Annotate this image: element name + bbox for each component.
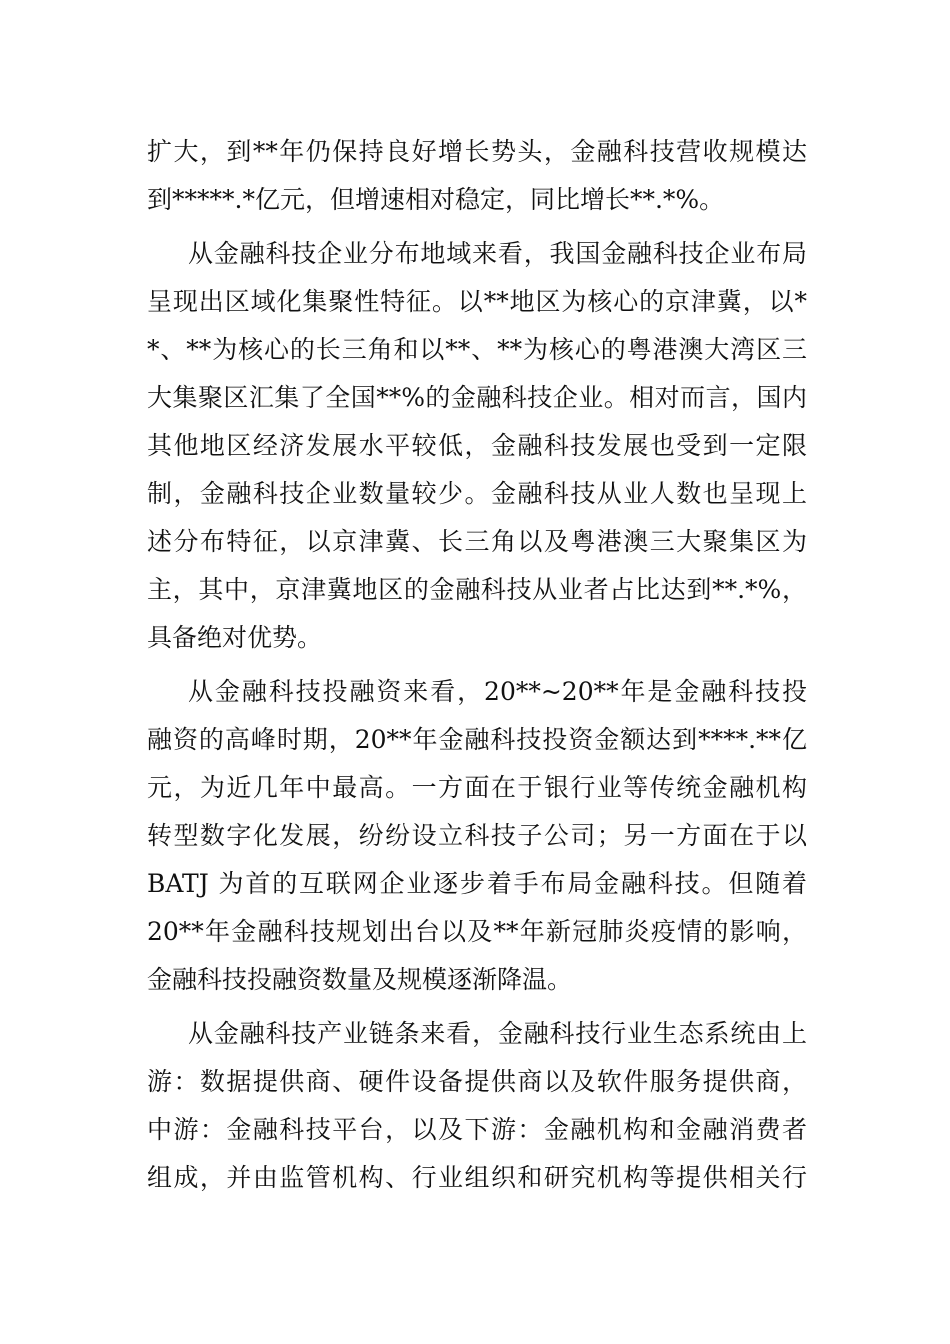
paragraph-4 [147,1010,807,1202]
paragraph-3 [147,668,807,1004]
paragraph-line: 融资的高峰时期，20**年金融科技投资金额达到****.**亿 [147,725,807,754]
paragraph-line: *、**为核心的长三角和以**、**为核心的粤港澳大湾区三 [147,335,807,364]
paragraph-line: 转型数字化发展，纷纷设立科技子公司；另一方面在于以 [147,821,807,850]
paragraph-line: 主，其中，京津冀地区的金融科技从业者占比达到**.*%， [147,575,807,604]
paragraph-line: 其他地区经济发展水平较低，金融科技发展也受到一定限 [147,431,807,460]
paragraph-line: 述分布特征，以京津冀、长三角以及粤港澳三大聚集区为 [147,527,807,556]
paragraph-2 [147,230,807,662]
paragraph-line: 中游：金融科技平台，以及下游：金融机构和金融消费者 [147,1115,807,1144]
paragraph-line: 元，为近几年中最高。一方面在于银行业等传统金融机构 [147,773,807,802]
body-text [147,128,807,1202]
paragraph-line: 组成，并由监管机构、行业组织和研究机构等提供相关行 [147,1163,807,1192]
paragraph-line: 到*****.*亿元，但增速相对稳定，同比增长**.*%。 [147,185,725,214]
paragraph-line: 扩大，到**年仍保持良好增长势头，金融科技营收规模达 [147,137,807,166]
paragraph-line: 从金融科技产业链条来看，金融科技行业生态系统由上 [188,1019,807,1048]
paragraph-1 [147,128,807,224]
paragraph-line: 制，金融科技企业数量较少。金融科技从业人数也呈现上 [147,479,807,508]
paragraph-line: 金融科技投融资数量及规模逐渐降温。 [147,965,573,994]
paragraph-line: 20**年金融科技规划出台以及**年新冠肺炎疫情的影响， [147,917,807,946]
paragraph-line: 游：数据提供商、硬件设备提供商以及软件服务提供商， [147,1067,807,1096]
paragraph-line: 从金融科技投融资来看，20**~20**年是金融科技投 [188,677,807,706]
paragraph-line: 具备绝对优势。 [147,623,323,652]
paragraph-line: 从金融科技企业分布地域来看，我国金融科技企业布局 [188,239,807,268]
paragraph-line: 呈现出区域化集聚性特征。以**地区为核心的京津冀，以* [147,287,807,316]
paragraph-line: 大集聚区汇集了全国**%的金融科技企业。相对而言，国内 [147,383,807,412]
paragraph-line: BATJ 为首的互联网企业逐步着手布局金融科技。但随着 [147,869,807,898]
